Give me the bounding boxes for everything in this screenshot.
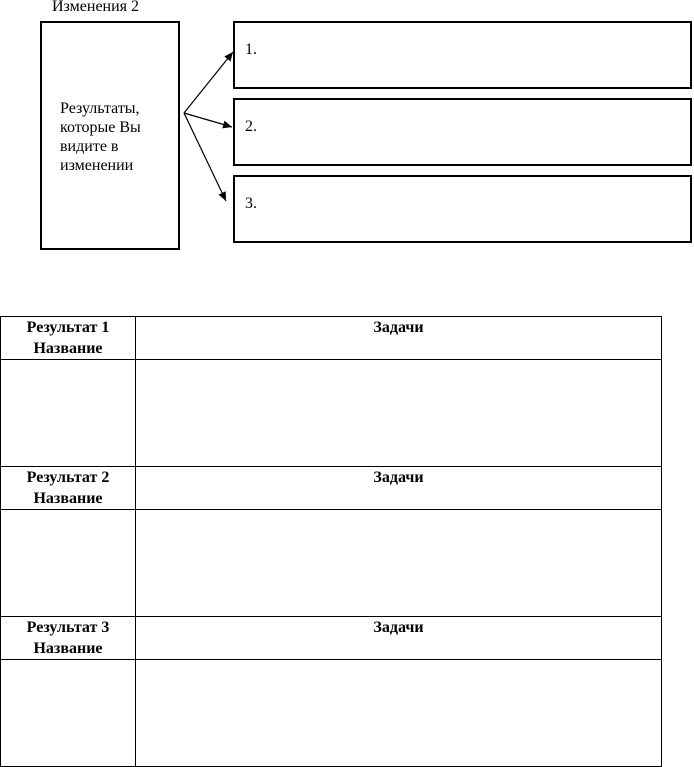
output-number: 1. [245, 41, 257, 58]
tasks-header-cell [136, 617, 662, 660]
result-header-cell [1, 467, 136, 510]
source-line: видите в [60, 138, 119, 155]
result-label: Результат 1 [26, 319, 110, 336]
tasks-header-cell [136, 317, 662, 360]
tasks-input-cell[interactable] [136, 360, 662, 467]
result-input-cell[interactable] [1, 510, 136, 617]
result-label: Результат 3 [26, 619, 110, 636]
result-header-cell [1, 317, 136, 360]
output-box-3 [233, 175, 692, 243]
result-name-label: Название [33, 490, 103, 507]
output-number: 2. [245, 118, 257, 135]
result-label: Результат 2 [26, 469, 110, 486]
table-header-row [1, 317, 662, 360]
diagram-title: Изменения 2 [52, 0, 140, 15]
tasks-header-cell [136, 467, 662, 510]
output-number: 3. [245, 195, 257, 212]
result-header-cell [1, 617, 136, 660]
table-row [1, 660, 662, 767]
table-header-row [1, 617, 662, 660]
arrow-2 [184, 113, 232, 127]
output-box-1 [233, 21, 692, 89]
arrow-1 [184, 52, 233, 113]
source-line: Результаты, [60, 100, 140, 117]
table-row [1, 360, 662, 467]
tasks-label: Задачи [373, 469, 424, 486]
tasks-input-cell[interactable] [136, 660, 662, 767]
tasks-label: Задачи [373, 619, 424, 636]
result-name-label: Название [33, 340, 103, 357]
output-box-2 [233, 98, 692, 166]
tasks-label: Задачи [373, 319, 424, 336]
table-header-row [1, 467, 662, 510]
source-line: изменении [60, 157, 134, 174]
result-input-cell[interactable] [1, 660, 136, 767]
arrow-3 [184, 113, 226, 201]
result-input-cell[interactable] [1, 360, 136, 467]
source-line: которые Вы [60, 119, 141, 136]
result-name-label: Название [33, 640, 103, 657]
table-row [1, 510, 662, 617]
tasks-input-cell[interactable] [136, 510, 662, 617]
results-table [0, 316, 662, 767]
